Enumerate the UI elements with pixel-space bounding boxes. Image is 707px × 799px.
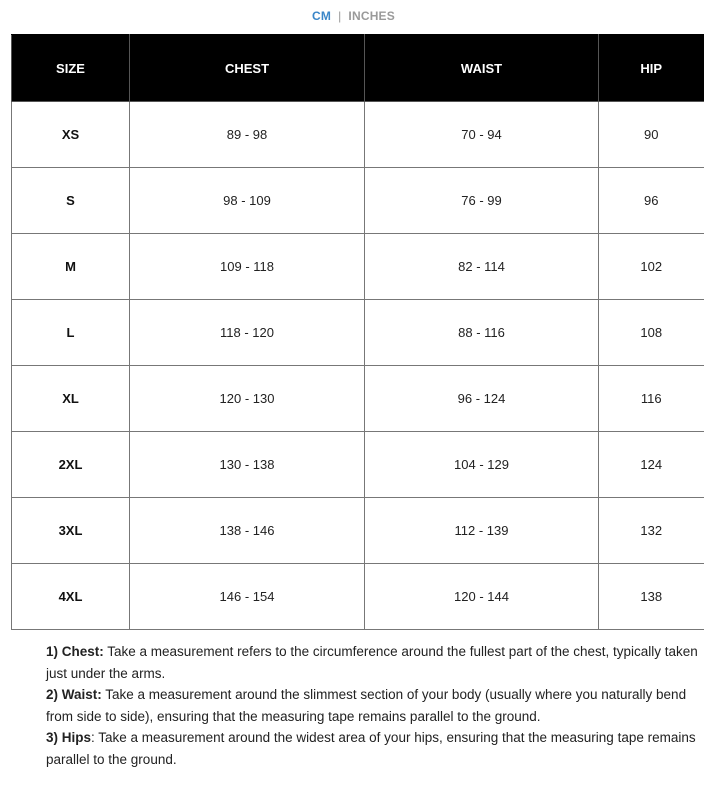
- waist-cell: 82 - 114: [365, 234, 599, 300]
- chest-cell: 130 - 138: [130, 432, 365, 498]
- table-row: [12, 300, 704, 366]
- table-header-row: [12, 35, 704, 102]
- waist-cell: 88 - 116: [365, 300, 599, 366]
- note-waist: [46, 684, 702, 727]
- hip-cell: 124: [599, 432, 704, 498]
- chest-cell: 98 - 109: [130, 168, 365, 234]
- hip-cell: 138: [599, 564, 704, 630]
- waist-cell: 104 - 129: [365, 432, 599, 498]
- waist-cell: 120 - 144: [365, 564, 599, 630]
- measurement-notes: [46, 641, 702, 770]
- chest-cell: 118 - 120: [130, 300, 365, 366]
- header-hip: HIP: [599, 35, 704, 102]
- note-hips: [46, 727, 702, 770]
- unit-inches-button[interactable]: INCHES: [348, 9, 395, 23]
- hip-cell: 108: [599, 300, 704, 366]
- note-label: 1) Chest:: [46, 644, 104, 659]
- size-cell: XS: [12, 102, 130, 168]
- unit-cm-button[interactable]: CM: [312, 9, 332, 23]
- waist-cell: 76 - 99: [365, 168, 599, 234]
- size-cell: M: [12, 234, 130, 300]
- table-row: [12, 564, 704, 630]
- note-label: 2) Waist:: [46, 687, 102, 702]
- table-row: [12, 234, 704, 300]
- size-cell: S: [12, 168, 130, 234]
- table-row: [12, 168, 704, 234]
- header-waist: WAIST: [365, 35, 599, 102]
- size-chart-table: [11, 34, 704, 630]
- header-size: SIZE: [12, 35, 130, 102]
- size-cell: L: [12, 300, 130, 366]
- chest-cell: 120 - 130: [130, 366, 365, 432]
- note-label: 3) Hips: [46, 730, 92, 745]
- unit-separator: |: [338, 9, 342, 23]
- table-row: [12, 102, 704, 168]
- hip-cell: 96: [599, 168, 704, 234]
- size-cell: 2XL: [12, 432, 130, 498]
- chest-cell: 89 - 98: [130, 102, 365, 168]
- header-chest: CHEST: [130, 35, 365, 102]
- hip-cell: 90: [599, 102, 704, 168]
- unit-toggle: [0, 9, 707, 23]
- chest-cell: 138 - 146: [130, 498, 365, 564]
- waist-cell: 96 - 124: [365, 366, 599, 432]
- note-text: Take a measurement refers to the circumference around the fullest part of the chest, typically taken just under the arms.: [46, 644, 698, 681]
- hip-cell: 102: [599, 234, 704, 300]
- table-row: [12, 366, 704, 432]
- size-cell: 4XL: [12, 564, 130, 630]
- size-cell: XL: [12, 366, 130, 432]
- note-text: : Take a measurement around the widest area of your hips, ensuring that the measuring tape remains parallel to the ground.: [46, 730, 696, 767]
- chest-cell: 109 - 118: [130, 234, 365, 300]
- table-row: [12, 432, 704, 498]
- waist-cell: 112 - 139: [365, 498, 599, 564]
- note-text: Take a measurement around the slimmest section of your body (usually where you naturally bend from side to side), ensuring that the measuring tape remains parallel to the ground.: [46, 687, 687, 724]
- chest-cell: 146 - 154: [130, 564, 365, 630]
- note-chest: [46, 641, 702, 684]
- size-cell: 3XL: [12, 498, 130, 564]
- waist-cell: 70 - 94: [365, 102, 599, 168]
- table-row: [12, 498, 704, 564]
- hip-cell: 116: [599, 366, 704, 432]
- hip-cell: 132: [599, 498, 704, 564]
